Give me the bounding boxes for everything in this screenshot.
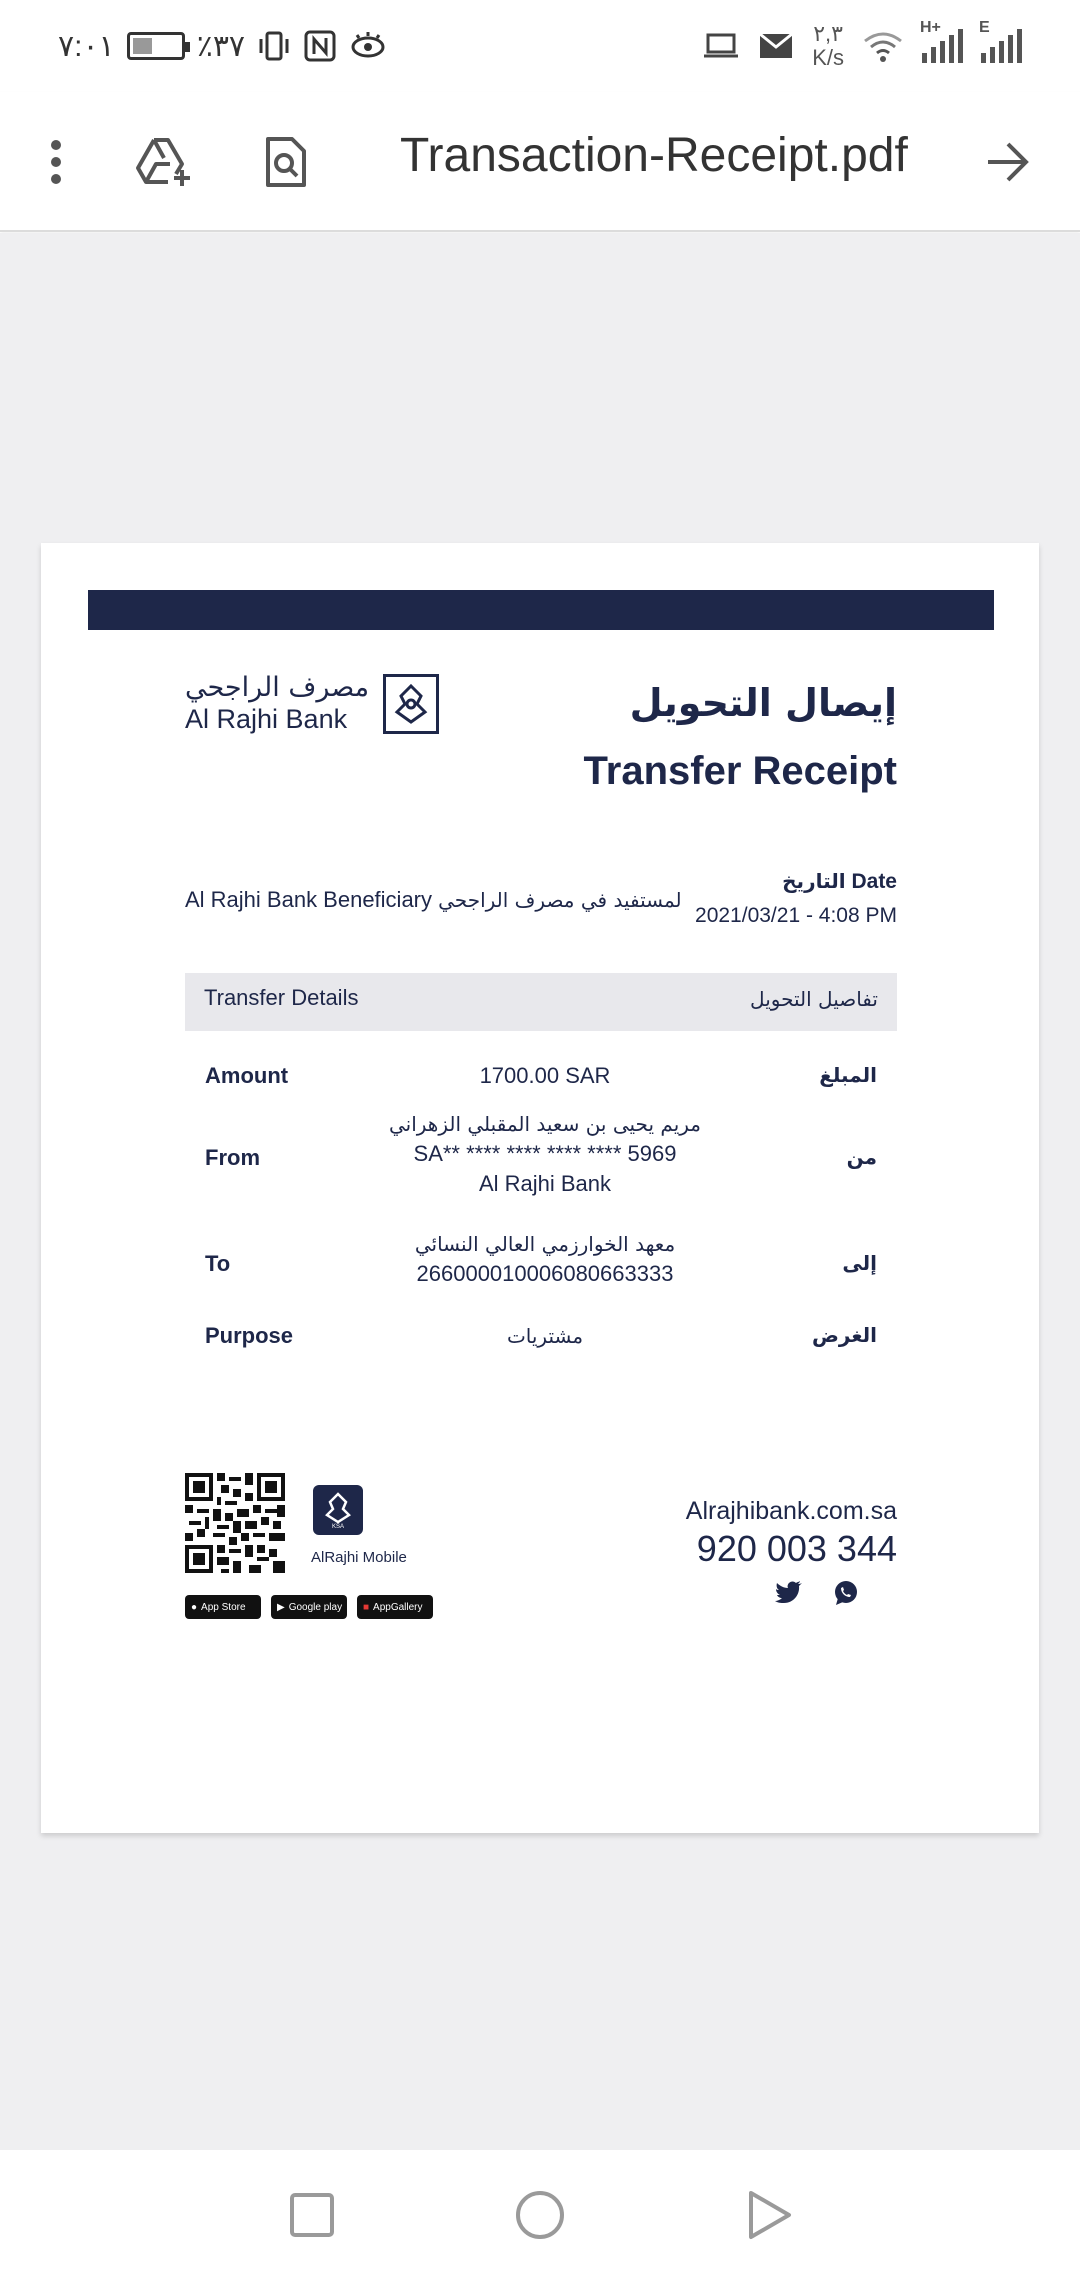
from-account: SA** **** **** **** **** 5969 [413,1141,677,1166]
to-label: To [205,1251,231,1276]
app-name: AlRajhi Mobile [311,1549,407,1566]
qr-code [185,1473,285,1573]
bank-name-ar: مصرف الراجحي [185,672,370,703]
bank-logo [185,673,439,735]
phone-number: 920 003 344 [696,1528,897,1569]
mail-icon [758,32,794,60]
from-label: From [205,1145,260,1170]
recents-button[interactable] [282,2185,342,2245]
footer-contact [686,1497,897,1606]
pdf-page [41,543,1039,1833]
signal-e-icon: E [981,29,1022,63]
apple-icon: ● [191,1601,198,1613]
purpose-label-ar: الغرض [812,1323,877,1347]
amount-row [185,1053,897,1099]
app-gallery-badge[interactable]: ■ AppGallery [357,1595,433,1619]
huawei-icon: ■ [363,1601,370,1613]
details-header [185,973,897,1031]
nfc-icon [303,29,337,63]
amount-label: Amount [205,1063,289,1088]
beneficiary-en: Al Rajhi Bank Beneficiary [185,887,433,912]
status-right [702,18,1022,74]
social-icons [686,1580,859,1606]
status-time: ٧:٠١ [58,29,115,63]
back-button[interactable] [740,2185,800,2245]
status-bar [0,0,1080,92]
vibrate-icon [257,29,291,63]
speed-unit: K/s [812,45,844,70]
whatsapp-icon[interactable] [833,1580,859,1606]
battery-icon [127,32,185,60]
purpose-label: Purpose [205,1323,294,1348]
header-band [88,590,994,630]
eye-comfort-icon [349,29,387,63]
app-bar [0,92,1080,232]
from-name: مريم يحيى بن سعيد المقبلي الزهراني [388,1112,702,1136]
website: Alrajhibank.com.sa [685,1497,897,1525]
beneficiary-ar: لمستفيد في مصرف الراجحي [438,888,682,912]
to-label-ar: إلى [842,1251,877,1275]
google-play-badge[interactable]: ▶ Google play [271,1595,347,1619]
search-document-icon[interactable] [250,126,322,198]
document-title: Transaction-Receipt.pdf [400,129,908,182]
alrajhi-app-icon [313,1485,363,1535]
amount-label-ar: المبلغ [819,1063,877,1087]
battery-percent: ٪٣٧ [196,29,246,63]
store-badges [185,1595,433,1619]
bank-logo-icon [383,674,439,734]
laptop-icon [702,31,740,61]
wifi-icon [862,29,904,63]
receipt-title-en: Transfer Receipt [583,749,897,793]
from-label-ar: من [846,1145,877,1169]
date-block [695,869,897,928]
to-row [185,1223,897,1303]
date-label-en: Date [851,870,897,893]
app-store-badge[interactable]: ● App Store [185,1595,261,1619]
forward-arrow-icon[interactable] [972,126,1044,198]
play-icon: ▶ [277,1601,285,1613]
svg-text:KSA: KSA [331,1524,345,1529]
pdf-viewer[interactable] [0,233,1080,2150]
purpose-value: مشتريات [506,1324,584,1348]
details-header-en: Transfer Details [204,985,359,1010]
details-header-ar: تفاصيل التحويل [750,987,878,1011]
drive-add-icon[interactable] [128,126,200,198]
signal-h-icon: H+ [922,29,963,63]
to-account: 266000010006080663333 [416,1261,674,1286]
receipt-title-ar: إيصال التحويل [629,681,897,725]
date-value: 2021/03/21 - 4:08 PM [695,904,897,927]
from-bank: Al Rajhi Bank [478,1171,612,1196]
date-label-ar: التاريخ [782,869,846,893]
home-button[interactable] [510,2185,570,2245]
speed-value: ٢,٣ [813,21,843,46]
twitter-icon[interactable] [775,1580,803,1604]
beneficiary-type [185,887,682,913]
to-name: معهد الخوارزمي العالي النسائي [414,1232,676,1256]
from-row [185,1105,897,1215]
navigation-bar [0,2150,1080,2280]
purpose-row [185,1313,897,1359]
more-vert-icon[interactable] [20,126,92,198]
status-left [58,24,387,68]
network-speed [812,22,844,70]
bank-name-en: Al Rajhi Bank [185,704,348,734]
amount-value: 1700.00 SAR [479,1063,611,1088]
